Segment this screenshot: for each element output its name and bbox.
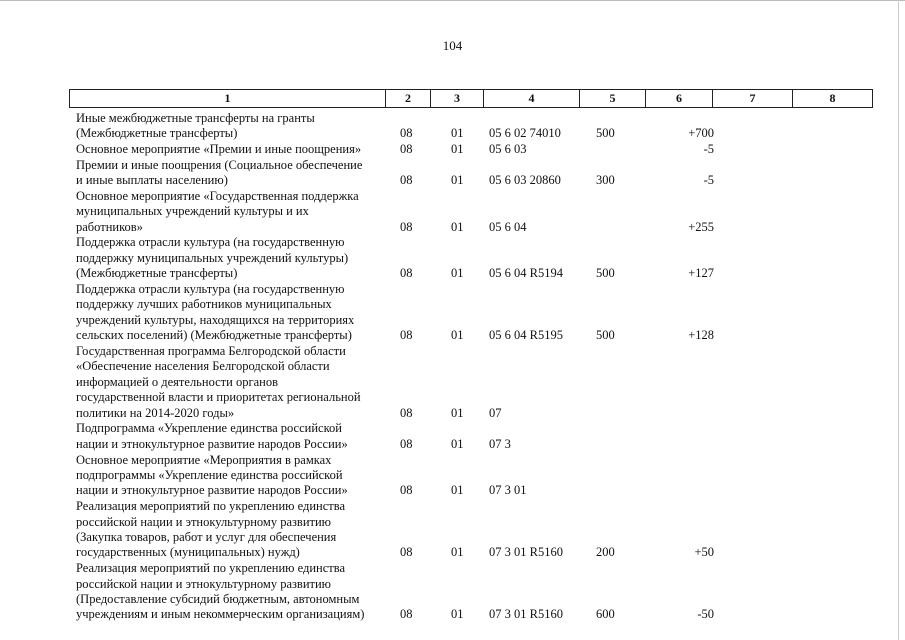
header-col-7: 7: [713, 90, 793, 107]
description-line: Поддержка отрасли культура (на государственную: [76, 235, 345, 250]
description-line: подпрограммы «Укрепление единства российской: [76, 468, 343, 482]
table-header: [69, 89, 873, 108]
cell-c3: 01: [451, 436, 464, 451]
cell-c4: 05 6 02 74010: [489, 126, 561, 141]
cell-c3: 01: [451, 142, 464, 157]
cell-c3: 01: [451, 266, 464, 281]
cell-c2: 08: [400, 545, 413, 560]
cell-c2: 08: [400, 483, 413, 498]
description-line: Реализация мероприятий по укреплению единства: [76, 499, 346, 514]
description-line: Поддержка отрасли культура (на государственную: [76, 282, 345, 296]
row-description: [76, 344, 378, 421]
cell-c4: 05 6 04 R5195: [489, 328, 563, 343]
description-line: российской нации и этнокультурному развитию: [76, 576, 332, 591]
cell-c6: +50: [694, 545, 714, 560]
header-col-8: 8: [829, 91, 836, 105]
row-description: [76, 235, 378, 281]
description-line: муниципальных учреждений культуры и их: [76, 204, 309, 219]
description-line: политики на 2014-2020 годы»: [76, 405, 235, 420]
cell-c6: +128: [688, 328, 714, 343]
header-col-3: 3: [431, 90, 484, 107]
cell-c4: 07 3: [489, 436, 511, 451]
cell-c6: -5: [703, 172, 714, 187]
cell-c3: 01: [451, 328, 464, 343]
cell-c2: 08: [400, 266, 413, 281]
row-description: [76, 282, 378, 344]
cell-c3: 01: [451, 172, 464, 187]
cell-c3: 01: [451, 483, 464, 498]
description-line: учреждениям и иным некоммерческим организациям): [76, 607, 365, 622]
header-col-5: 5: [580, 90, 646, 107]
description-line: (Предоставление субсидий бюджетным, автономным: [76, 592, 360, 606]
cell-c5: 300: [596, 172, 615, 187]
description-line: информацией о деятельности органов: [76, 374, 278, 389]
header-col-2: 2: [386, 90, 431, 107]
description-line: Премии и иные поощрения (Социальное обеспечение: [76, 157, 363, 172]
row-description: [76, 189, 378, 235]
cell-c6: +127: [688, 266, 714, 281]
row-description: [76, 111, 378, 142]
description-line: «Обеспечение населения Белгородской области: [76, 359, 330, 374]
cell-c6: -50: [697, 607, 714, 622]
cell-c4: 07: [489, 405, 502, 420]
description-line: государственной власти и приоритетах региональной: [76, 390, 361, 405]
row-description: [76, 561, 378, 623]
header-col-1: 1: [70, 90, 386, 107]
description-line: Подпрограмма «Укрепление единства российской: [76, 421, 342, 436]
cell-c4: 05 6 03: [489, 142, 527, 157]
cell-c4: 05 6 03 20860: [489, 172, 561, 187]
description-line: (Закупка товаров, работ и услуг для обеспечения: [76, 530, 337, 544]
cell-c5: 200: [596, 545, 615, 560]
header-col-4: 4: [484, 90, 580, 107]
description-line: (Межбюджетные трансферты): [76, 266, 238, 281]
cell-c5: 500: [596, 266, 615, 281]
cell-c6: -5: [703, 142, 714, 157]
row-description: [76, 453, 378, 499]
cell-c5: 500: [596, 328, 615, 343]
cell-c4: 05 6 04 R5194: [489, 266, 563, 281]
cell-c5: 600: [596, 607, 615, 622]
cell-c2: 08: [400, 405, 413, 420]
row-description: [76, 142, 378, 157]
cell-c2: 08: [400, 436, 413, 451]
description-line: Основное мероприятие «Государственная поддержка: [76, 188, 359, 203]
description-line: Основное мероприятие «Премии и иные поощрения»: [76, 142, 362, 157]
row-description: [76, 158, 378, 189]
row-description: [76, 499, 378, 561]
description-line: работников»: [76, 219, 143, 234]
description-line: нации и этнокультурное развитие народов России»: [76, 436, 348, 451]
cell-c2: 08: [400, 219, 413, 234]
description-line: нации и этнокультурное развитие народов России»: [76, 483, 348, 498]
row-description: [76, 421, 378, 452]
cell-c3: 01: [451, 219, 464, 234]
cell-c4: 05 6 04: [489, 219, 527, 234]
description-line: сельских поселений) (Межбюджетные трансферты): [76, 328, 352, 343]
description-line: Иные межбюджетные трансферты на гранты: [76, 111, 315, 125]
description-line: и иные выплаты населению): [76, 173, 228, 187]
cell-c4: 07 3 01 R5160: [489, 545, 563, 560]
cell-c6: +700: [688, 126, 714, 141]
description-line: поддержку муниципальных учреждений культуры): [76, 250, 349, 265]
description-line: российской нации и этнокультурному развитию: [76, 514, 332, 529]
cell-c4: 07 3 01 R5160: [489, 607, 563, 622]
description-line: Государственная программа Белгородской области: [76, 344, 346, 358]
page-top-edge: [0, 0, 905, 1]
description-line: поддержку лучших работников муниципальных: [76, 297, 332, 312]
cell-c3: 01: [451, 405, 464, 420]
cell-c2: 08: [400, 142, 413, 157]
header-col-6: 6: [646, 90, 713, 107]
cell-c5: 500: [596, 126, 615, 141]
cell-c2: 08: [400, 172, 413, 187]
cell-c3: 01: [451, 607, 464, 622]
cell-c2: 08: [400, 328, 413, 343]
description-line: государственных (муниципальных) нужд): [76, 545, 300, 560]
cell-c4: 07 3 01: [489, 483, 527, 498]
description-line: Основное мероприятие «Мероприятия в рамках: [76, 452, 332, 467]
description-line: (Межбюджетные трансферты): [76, 126, 238, 141]
cell-c3: 01: [451, 545, 464, 560]
page-right-edge: [898, 0, 899, 640]
cell-c3: 01: [451, 126, 464, 141]
cell-c6: +255: [688, 219, 714, 234]
description-line: учреждений культуры, находящихся на территориях: [76, 312, 355, 327]
cell-c2: 08: [400, 126, 413, 141]
cell-c2: 08: [400, 607, 413, 622]
page-number: 104: [442, 38, 463, 53]
description-line: Реализация мероприятий по укреплению единства: [76, 561, 346, 576]
